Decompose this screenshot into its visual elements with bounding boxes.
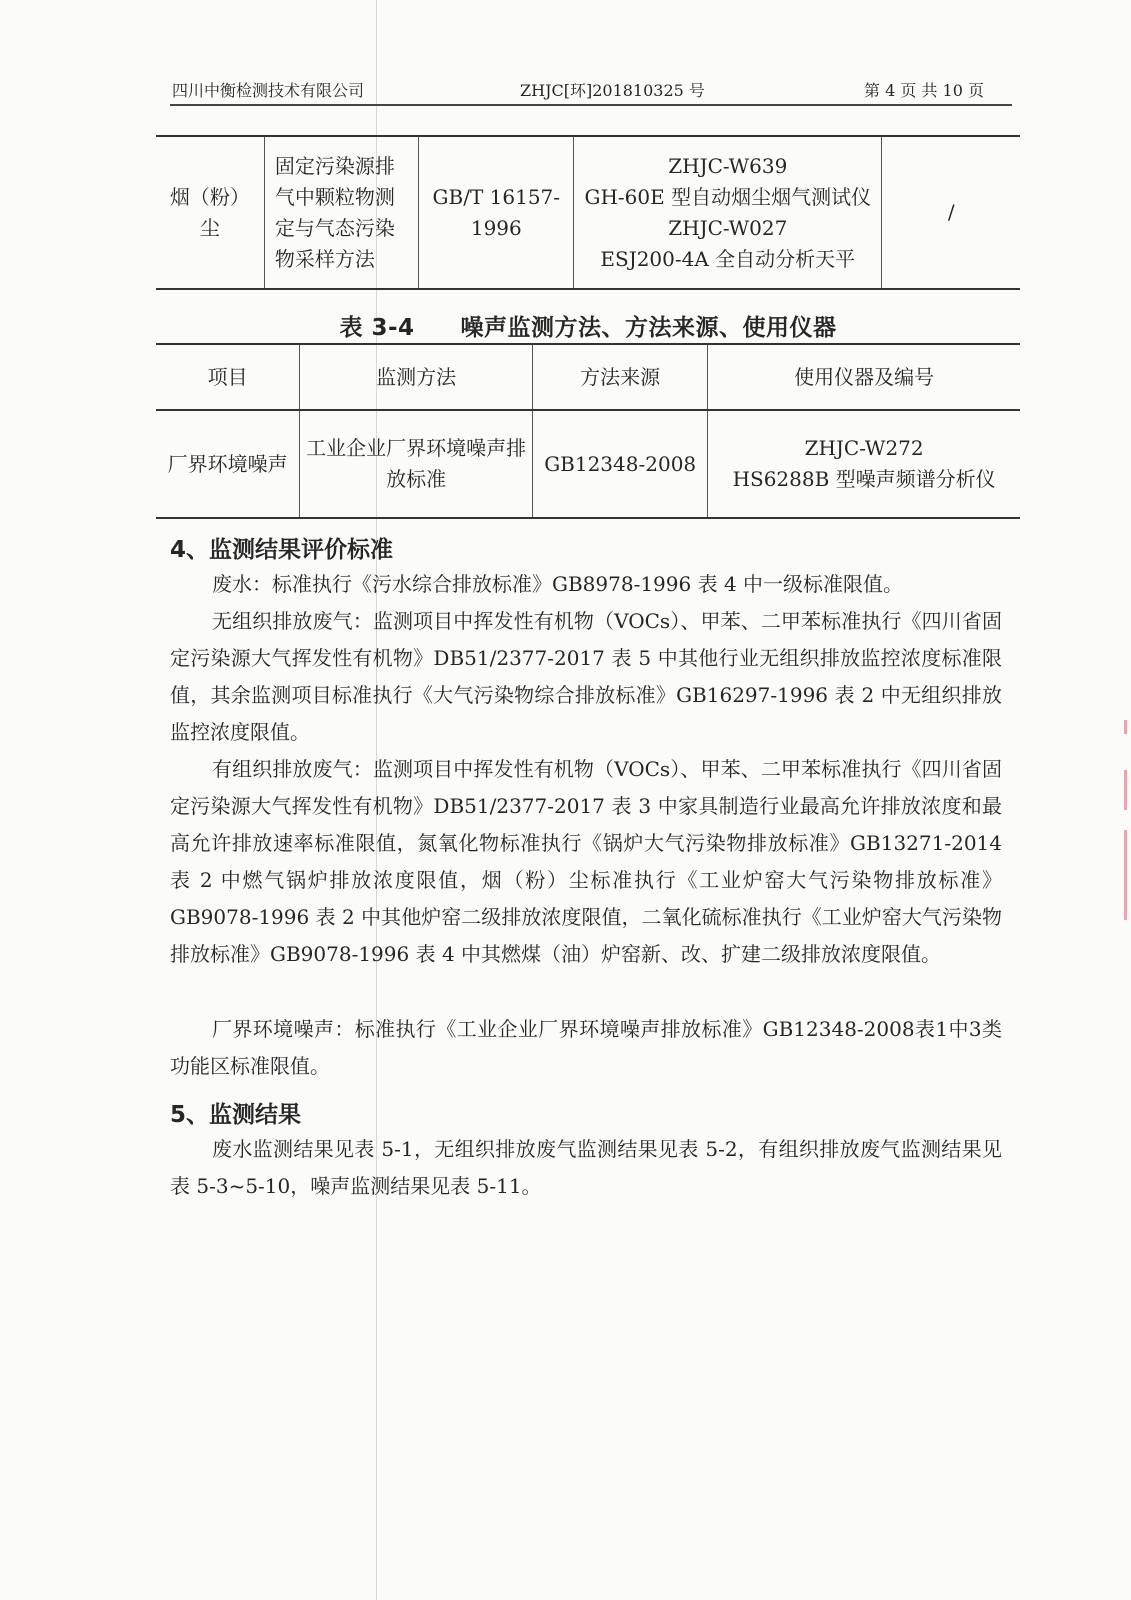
header-cell: 使用仪器及编号 [708,344,1020,410]
item-cell: 厂界环境噪声 [167,451,288,476]
instrument-line: ESJ200-4A 全自动分析天平 [600,246,856,271]
company-name: 四川中衡检测技术有限公司 [172,81,365,100]
method-cell: 固定污染源排气中颗粒物测定与气态污染物采样方法 [264,136,419,289]
method-cell: 工业企业厂界环境噪声排放标准 [300,410,533,518]
instrument-cell [574,136,882,289]
section-4-paragraph: 废水：标准执行《污水综合排放标准》GB8978-1996 表 4 中一级标准限值。 [212,572,904,596]
instrument-line: ZHJC-W272 [804,436,924,460]
instrument-line: ZHJC-W639 [668,153,788,178]
table-row [156,136,1020,289]
section-4-paragraph: 无组织排放废气：监测项目中挥发性有机物（VOCs）、甲苯、二甲苯标准执行《四川省固定污染源大气挥发性有机物》DB51/2377-2017 表 5 中其他行业无组织排放监控浓度标准限值，其余监测项目标准执行《大气污染物综合排放标准》GB16297-1996 表 2 中无组织排放监控浓度限值。 [170,609,1002,744]
table-3-3-continued [156,135,1020,290]
scan-margin-mark [1124,830,1127,920]
note-cell: / [882,136,1020,289]
table-header-row [156,344,1020,410]
instrument-cell [708,410,1020,518]
header-cell: 方法来源 [533,344,708,410]
section-4-paragraph: 厂界环境噪声：标准执行《工业企业厂界环境噪声排放标准》GB12348-2008表1中3类功能区标准限值。 [170,1017,1002,1078]
header-cell: 项目 [156,344,300,410]
instrument-line: ZHJC-W027 [668,215,788,240]
item-cell: 烟（粉）尘 [169,184,250,240]
report-number: ZHJC[环]201810325 号 [520,81,705,100]
caption-number: 表 3-4 [339,315,415,341]
section-4-paragraph: 有组织排放废气：监测项目中挥发性有机物（VOCs）、甲苯、二甲苯标准执行《四川省固定污染源大气挥发性有机物》DB51/2377-2017 表 3 中家具制造行业最高允许排放浓度和最高允许排放速率标准限值，氮氧化物标准执行《锅炉大气污染物排放标准》GB13271-2014 表 2 中燃气锅炉排放浓度限值，烟（粉）尘标准执行《工业炉窑大气污染物排放标准》GB9078-1996 表 2 中其他炉窑二级排放浓度限值，二氧化硫标准执行《工业炉窑大气污染物排放标准》GB9078-1996 表 4 中其燃煤（油）炉窑新、改、扩建二级排放浓度限值。 [170,757,1002,966]
table-3-4 [156,343,1020,519]
section-5-paragraph: 废水监测结果见表 5-1，无组织排放废气监测结果见表 5-2，有组织排放废气监测结果见表 5-3~5-10，噪声监测结果见表 5-11。 [170,1137,1002,1198]
table-3-4-caption [156,309,1020,342]
scan-margin-mark [1124,770,1127,810]
scan-margin-mark [1124,720,1127,734]
page-header [170,78,1012,106]
source-cell: GB12348-2008 [533,410,708,518]
instrument-line: GH-60E 型自动烟尘烟气测试仪 [584,184,872,209]
caption-title: 噪声监测方法、方法来源、使用仪器 [460,315,837,341]
table-row [156,410,1020,518]
source-cell: GB/T 16157-1996 [419,136,574,289]
section-5-title: 5、监测结果 [170,1102,302,1128]
instrument-line: HS6288B 型噪声频谱分析仪 [732,467,996,491]
header-cell: 监测方法 [300,344,533,410]
section-4-title: 4、监测结果评价标准 [170,537,394,563]
page-number: 第 4 页 共 10 页 [864,81,984,100]
